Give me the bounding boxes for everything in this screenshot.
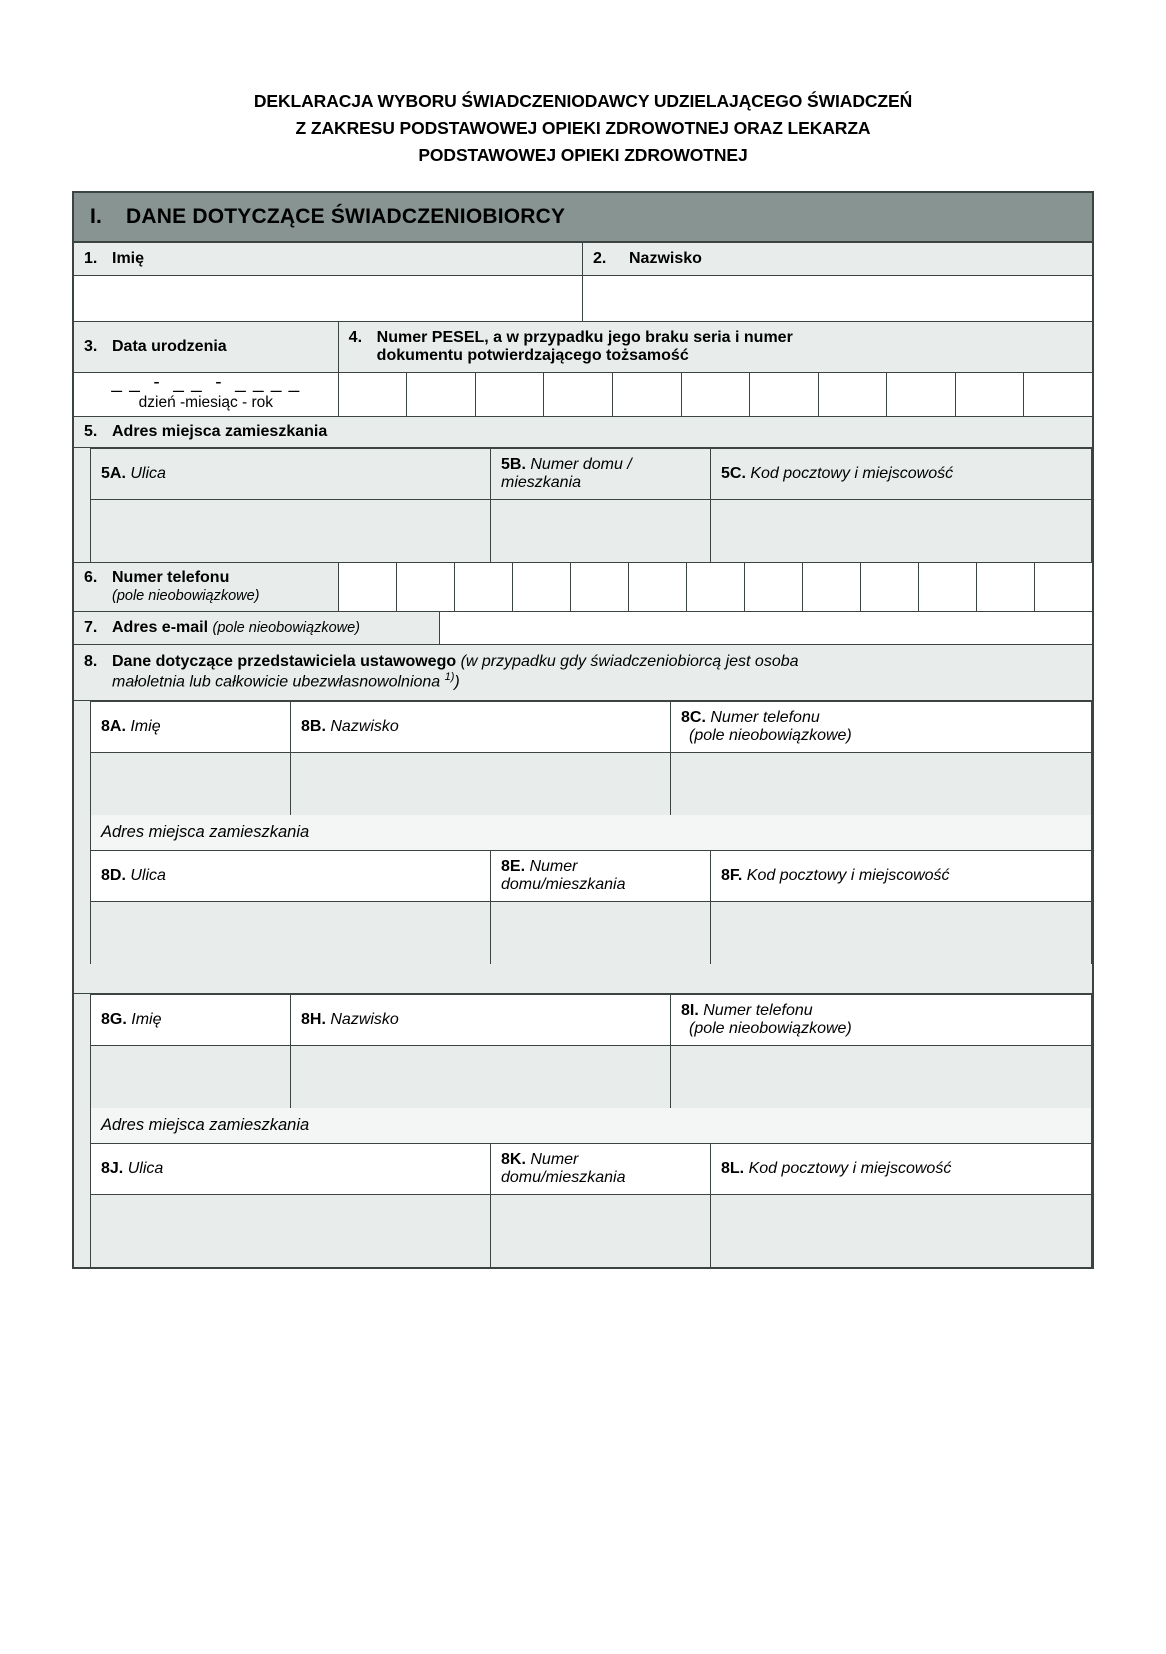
phone-box[interactable] (919, 563, 977, 611)
note-6-optional: (pole nieobowiązkowe) (112, 588, 260, 605)
rep1-address-table (90, 815, 1092, 964)
label-text-8-ital-line2: małoletnia lub całkowicie ubezwłasnowolniona (112, 673, 445, 691)
pesel-box[interactable] (682, 373, 751, 416)
label-adres-zamieszkania (74, 417, 1092, 448)
title-line-3: PODSTAWOWEJ OPIEKI ZDROWOTNEJ (418, 145, 748, 166)
section-title: DANE DOTYCZĄCE ŚWIADCZENIOBIORCY (126, 205, 566, 229)
phone-box[interactable] (513, 563, 571, 611)
rep2-address-subheader: Adres miejsca zamieszkania (91, 1108, 1091, 1144)
code-8k: 8K. (501, 1150, 526, 1168)
code-5a: 5A. (101, 465, 126, 483)
pesel-box[interactable] (339, 373, 408, 416)
input-5c-kod-pocztowy[interactable] (711, 500, 1091, 562)
phone-box[interactable] (571, 563, 629, 611)
rep2-identity-block (74, 994, 1092, 1108)
code-8l: 8L. (721, 1159, 745, 1177)
label-text-8b: Nazwisko (330, 717, 399, 735)
label-8i-telefon (671, 995, 1091, 1046)
input-5a-ulica[interactable] (91, 500, 491, 562)
code-8d: 8D. (101, 866, 126, 884)
code-8f: 8F. (721, 866, 743, 884)
input-7-adres-email[interactable] (440, 612, 1092, 645)
label-text-8c: Numer telefonu (710, 708, 820, 726)
rep1-identity-table (90, 701, 1092, 815)
code-8a: 8A. (101, 717, 126, 735)
pesel-box[interactable] (819, 373, 888, 416)
row-5-inputs (91, 500, 1091, 562)
label-nazwisko (583, 243, 1092, 276)
label-8l-kod-pocztowy (711, 1144, 1091, 1195)
section-header-i (72, 191, 1094, 243)
row-8-header (74, 645, 1092, 700)
rep2-identity-table (90, 994, 1092, 1108)
label-8j-ulica (91, 1144, 491, 1195)
input-8d-ulica[interactable] (91, 902, 491, 964)
field-number-1: 1. (84, 250, 98, 268)
phone-box[interactable] (687, 563, 745, 611)
pesel-box[interactable] (750, 373, 819, 416)
field-number-4: 4. (348, 329, 363, 347)
label-text-8l: Kod pocztowy i miejscowość (748, 1159, 952, 1177)
input-8g-imie[interactable] (91, 1046, 291, 1108)
form-body (72, 243, 1094, 1268)
label-text-8e-line2: domu/mieszkania (501, 875, 626, 893)
input-8b-nazwisko[interactable] (291, 753, 671, 815)
input-imie[interactable] (74, 276, 583, 322)
input-pesel-boxes[interactable] (339, 373, 1092, 417)
input-8a-imie[interactable] (91, 753, 291, 815)
phone-box[interactable] (1035, 563, 1092, 611)
label-6-numer-telefonu (74, 563, 339, 612)
code-8j: 8J. (101, 1159, 124, 1177)
code-8e: 8E. (501, 857, 526, 875)
input-8j-ulica[interactable] (91, 1195, 491, 1267)
label-text-adres-zamieszkania: Adres miejsca zamieszkania (112, 423, 328, 441)
row-name-inputs (74, 276, 1092, 322)
label-text-8-ital-line1: (w przypadku gdy świadczeniobiorcą jest osoba (460, 653, 799, 671)
input-8h-nazwisko[interactable] (291, 1046, 671, 1108)
input-nazwisko[interactable] (583, 276, 1092, 322)
label-5a-ulica (91, 449, 491, 500)
note-8i-optional: (pole nieobowiązkowe) (689, 1019, 852, 1037)
title-line-2: Z ZAKRESU PODSTAWOWEJ OPIEKI ZDROWOTNEJ ORAZ LEKARZA (295, 118, 871, 139)
label-8e-numer-domu (491, 851, 711, 902)
address-inner-table-5 (90, 448, 1092, 562)
label-8k-numer-domu (491, 1144, 711, 1195)
phone-box[interactable] (455, 563, 513, 611)
label-pesel (339, 322, 1092, 373)
rep1-address-block (74, 815, 1092, 964)
rep1-identity-block (74, 701, 1092, 815)
label-text-8j: Ulica (127, 1159, 164, 1177)
pesel-box[interactable] (476, 373, 545, 416)
field-number-3: 3. (84, 338, 98, 356)
label-5b-numer-domu (491, 449, 711, 500)
pesel-box[interactable] (1024, 373, 1092, 416)
label-8a-imie (91, 702, 291, 753)
label-text-8-ital-close: ) (454, 673, 460, 691)
field-number-6: 6. (84, 569, 98, 587)
date-placeholder-dashes: _ _ - _ _ - _ _ _ _ (111, 372, 301, 394)
input-5b-numer-domu[interactable] (491, 500, 711, 562)
label-text-8h: Nazwisko (330, 1010, 399, 1028)
input-data-urodzenia[interactable] (74, 373, 339, 417)
row-8abc-inputs (91, 753, 1091, 815)
field-number-2: 2. (593, 250, 607, 268)
label-text-7-email: Adres e-mail (112, 619, 209, 637)
label-text-8e-line1: Numer (529, 857, 578, 875)
label-8d-ulica (91, 851, 491, 902)
code-5c: 5C. (721, 465, 746, 483)
label-text-8i: Numer telefonu (703, 1001, 813, 1019)
field-number-7: 7. (84, 619, 98, 637)
label-text-nazwisko: Nazwisko (629, 250, 702, 268)
pesel-box[interactable] (887, 373, 956, 416)
label-text-5c: Kod pocztowy i miejscowość (750, 465, 954, 483)
footnote-marker-1: 1) (444, 671, 455, 684)
code-8b: 8B. (301, 717, 326, 735)
phone-box[interactable] (397, 563, 455, 611)
label-text-imie: Imię (112, 250, 145, 268)
phone-box[interactable] (745, 563, 803, 611)
label-text-8k-line2: domu/mieszkania (501, 1168, 626, 1186)
label-text-8f: Kod pocztowy i miejscowość (746, 866, 950, 884)
row-8ghi-labels (91, 995, 1091, 1046)
phone-box[interactable] (339, 563, 397, 611)
label-5c-kod-pocztowy (711, 449, 1091, 500)
code-8i: 8I. (681, 1001, 699, 1019)
input-8k-numer-domu[interactable] (491, 1195, 711, 1267)
label-8-przedstawiciel (74, 645, 1092, 700)
field-number-5: 5. (84, 423, 98, 441)
label-8h-nazwisko (291, 995, 671, 1046)
label-text-pesel-line2: dokumentu potwierdzającego tożsamość (376, 347, 689, 365)
label-data-urodzenia (74, 322, 339, 373)
pesel-box[interactable] (956, 373, 1025, 416)
row-birth-pesel-inputs (74, 373, 1092, 417)
row-6-telefon (74, 562, 1092, 612)
input-6-phone-boxes[interactable] (339, 563, 1092, 612)
phone-box[interactable] (861, 563, 919, 611)
row-8ghi-inputs (91, 1046, 1091, 1108)
address-block-5 (74, 448, 1092, 562)
label-text-pesel-line1: Numer PESEL, a w przypadku jego braku seria i numer (376, 329, 793, 347)
row-8jkl-inputs (91, 1195, 1091, 1267)
code-5b: 5B. (501, 456, 526, 474)
label-text-8d: Ulica (130, 866, 166, 884)
label-text-5b: Numer domu / mieszkania (501, 456, 632, 492)
input-8e-numer-domu[interactable] (491, 902, 711, 964)
label-imie (74, 243, 583, 276)
date-caption: dzień -miesiąc - rok (138, 394, 274, 412)
rep-separator-spacer (74, 964, 1092, 994)
code-8g: 8G. (101, 1010, 127, 1028)
section-roman-numeral: I. (90, 205, 103, 229)
label-8b-nazwisko (291, 702, 671, 753)
input-8c-telefon[interactable] (671, 753, 1091, 815)
row-address-header (74, 417, 1092, 448)
label-8f-kod-pocztowy (711, 851, 1091, 902)
phone-box[interactable] (629, 563, 687, 611)
label-text-5a: Ulica (130, 465, 166, 483)
row-8jkl-labels (91, 1144, 1091, 1195)
title-line-1: DEKLARACJA WYBORU ŚWIADCZENIODAWCY UDZIELAJĄCEGO ŚWIADCZEŃ (253, 91, 913, 111)
rep2-address-table (90, 1108, 1092, 1267)
row-birth-pesel-labels (74, 322, 1092, 373)
label-8g-imie (91, 995, 291, 1046)
note-8c-optional: (pole nieobowiązkowe) (689, 726, 852, 744)
phone-box[interactable] (803, 563, 861, 611)
row-5-labels (91, 449, 1091, 500)
label-text-data-urodzenia: Data urodzenia (112, 338, 227, 356)
row-7-email (74, 612, 1092, 645)
code-8c: 8C. (681, 708, 706, 726)
page-title (72, 88, 1094, 169)
row-name-labels (74, 243, 1092, 276)
code-8h: 8H. (301, 1010, 326, 1028)
input-8f-kod-pocztowy[interactable] (711, 902, 1091, 964)
label-text-8g: Imię (131, 1010, 162, 1028)
input-8l-kod-pocztowy[interactable] (711, 1195, 1091, 1267)
label-8c-telefon (671, 702, 1091, 753)
pesel-box[interactable] (407, 373, 476, 416)
row-8def-inputs (91, 902, 1091, 964)
field-number-8: 8. (84, 653, 98, 671)
label-7-adres-email (74, 612, 440, 645)
pesel-box[interactable] (613, 373, 682, 416)
label-text-8k-line1: Numer (530, 1150, 579, 1168)
input-8i-telefon[interactable] (671, 1046, 1091, 1108)
pesel-box[interactable] (544, 373, 613, 416)
row-8abc-labels (91, 702, 1091, 753)
rep2-address-block (74, 1108, 1092, 1267)
row-8def-labels (91, 851, 1091, 902)
label-text-8a: Imię (130, 717, 161, 735)
phone-box[interactable] (977, 563, 1035, 611)
rep1-address-subheader: Adres miejsca zamieszkania (91, 815, 1091, 851)
note-7-optional: (pole nieobowiązkowe) (212, 620, 360, 637)
label-text-8-bold: Dane dotyczące przedstawiciela ustawowego (112, 653, 457, 671)
label-text-6-telefon: Numer telefonu (112, 569, 230, 587)
